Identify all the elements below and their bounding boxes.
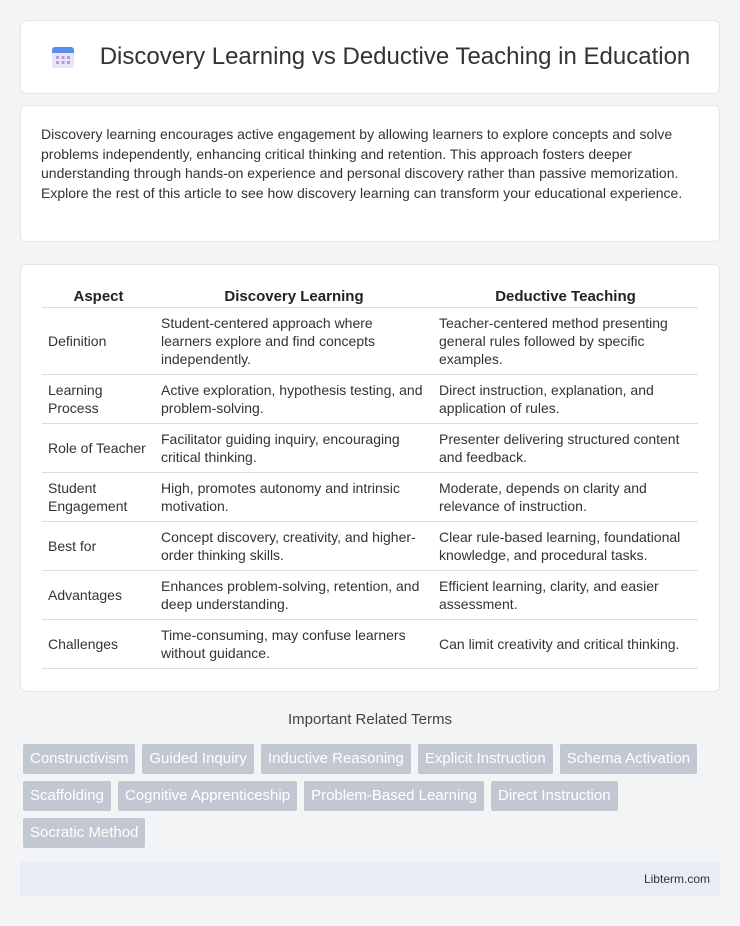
table-header-row <box>42 285 698 308</box>
term-tag[interactable]: Explicit Instruction <box>418 744 553 774</box>
row-deductive: Efficient learning, clarity, and easier assessment. <box>433 571 698 620</box>
page-title: Discovery Learning vs Deductive Teaching in Education <box>99 43 691 70</box>
row-deductive: Direct instruction, explanation, and application of rules. <box>433 375 698 424</box>
table-row <box>42 571 698 620</box>
row-aspect: Best for <box>42 522 155 571</box>
title-card <box>20 20 720 94</box>
footer <box>20 862 720 896</box>
term-tag[interactable]: Cognitive Apprenticeship <box>118 781 297 811</box>
row-discovery: Student-centered approach where learners explore and find concepts independently. <box>155 308 433 375</box>
term-tag[interactable]: Problem-Based Learning <box>304 781 484 811</box>
header-discovery-learning: Discovery Learning <box>155 285 433 308</box>
intro-card <box>20 105 720 242</box>
term-tag[interactable]: Direct Instruction <box>491 781 618 811</box>
row-deductive: Presenter delivering structured content and feedback. <box>433 424 698 473</box>
row-aspect: Definition <box>42 308 155 375</box>
calendar-icon <box>50 44 76 70</box>
table-row <box>42 522 698 571</box>
row-discovery: Concept discovery, creativity, and higher-order thinking skills. <box>155 522 433 571</box>
row-aspect: Student Engagement <box>42 473 155 522</box>
row-aspect: Challenges <box>42 620 155 669</box>
term-tag[interactable]: Socratic Method <box>23 818 145 848</box>
header-aspect: Aspect <box>42 285 155 308</box>
row-aspect: Learning Process <box>42 375 155 424</box>
term-tag[interactable]: Constructivism <box>23 744 135 774</box>
row-deductive: Moderate, depends on clarity and relevance of instruction. <box>433 473 698 522</box>
row-deductive: Teacher-centered method presenting general rules followed by specific examples. <box>433 308 698 375</box>
comparison-table <box>42 285 698 669</box>
row-discovery: High, promotes autonomy and intrinsic motivation. <box>155 473 433 522</box>
row-aspect: Role of Teacher <box>42 424 155 473</box>
term-tag[interactable]: Guided Inquiry <box>142 744 254 774</box>
row-discovery: Time-consuming, may confuse learners without guidance. <box>155 620 433 669</box>
comparison-card <box>20 264 720 692</box>
row-deductive: Clear rule-based learning, foundational knowledge, and procedural tasks. <box>433 522 698 571</box>
table-row <box>42 375 698 424</box>
term-tag[interactable]: Inductive Reasoning <box>261 744 411 774</box>
table-row <box>42 308 698 375</box>
term-tag[interactable]: Scaffolding <box>23 781 111 811</box>
header-deductive-teaching: Deductive Teaching <box>433 285 698 308</box>
footer-site-link[interactable]: Libterm.com <box>643 872 710 886</box>
row-deductive: Can limit creativity and critical thinking. <box>433 620 698 669</box>
related-terms-list <box>23 744 723 848</box>
table-row <box>42 473 698 522</box>
row-discovery: Active exploration, hypothesis testing, and problem-solving. <box>155 375 433 424</box>
row-discovery: Facilitator guiding inquiry, encouraging critical thinking. <box>155 424 433 473</box>
table-row <box>42 424 698 473</box>
term-tag[interactable]: Schema Activation <box>560 744 697 774</box>
row-aspect: Advantages <box>42 571 155 620</box>
row-discovery: Enhances problem-solving, retention, and deep understanding. <box>155 571 433 620</box>
intro-paragraph: Discovery learning encourages active engagement by allowing learners to explore concepts and solve problems independently, enhancing critical thinking and retention. This approach fosters deeper understanding through hands-on experience and personal discovery rather than passive memorization. Explore the rest of this article to see how discovery learning can transform your educational experience. <box>41 126 683 201</box>
related-terms-title: Important Related Terms <box>288 711 452 728</box>
table-row <box>42 620 698 669</box>
